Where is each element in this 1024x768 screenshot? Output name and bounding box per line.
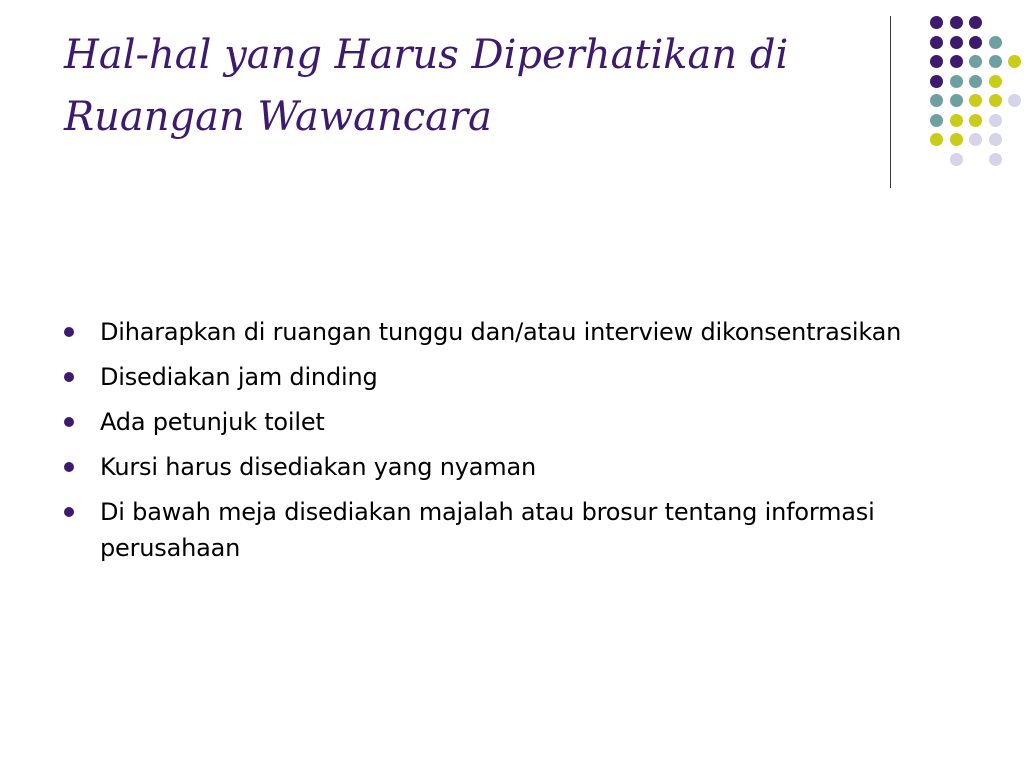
bullet-dot-icon: [64, 462, 74, 472]
decorative-dot: [969, 94, 982, 107]
slide-title: [64, 24, 864, 148]
decorative-dot: [950, 75, 963, 88]
decorative-dot: [930, 94, 943, 107]
decorative-dot: [969, 75, 982, 88]
bullet-item: [62, 494, 922, 566]
slide-title-line-2: Ruangan Wawancara: [64, 94, 492, 140]
decorative-dot: [930, 114, 943, 127]
decorative-dot: [989, 55, 1002, 68]
bullet-text: Disediakan jam dinding: [100, 363, 378, 391]
decorative-dot: [930, 36, 943, 49]
decorative-dot: [950, 114, 963, 127]
decorative-dot: [989, 75, 1002, 88]
bullet-dot-icon: [64, 417, 74, 427]
decorative-dot: [950, 94, 963, 107]
bullet-item: [62, 404, 922, 440]
decorative-dot: [950, 36, 963, 49]
bullet-dot-icon: [64, 507, 74, 517]
decorative-dot: [969, 133, 982, 146]
decorative-dot: [1008, 94, 1021, 107]
decorative-dot: [950, 133, 963, 146]
bullet-dot-icon: [64, 327, 74, 337]
decorative-dot: [989, 94, 1002, 107]
bullet-text: Diharapkan di ruangan tunggu dan/atau interview dikonsentrasikan: [100, 318, 902, 346]
decorative-dot: [930, 55, 943, 68]
decorative-dot: [950, 153, 963, 166]
decorative-dot: [989, 36, 1002, 49]
decorative-dot: [950, 55, 963, 68]
decorative-dot: [989, 153, 1002, 166]
decorative-dot: [989, 133, 1002, 146]
decorative-dot: [930, 133, 943, 146]
bullet-text: Ada petunjuk toilet: [100, 408, 325, 436]
bullet-item: [62, 359, 922, 395]
title-divider: [890, 16, 891, 188]
decorative-dot: [969, 55, 982, 68]
bullet-text: Di bawah meja disediakan majalah atau brosur tentang informasi perusahaan: [100, 498, 875, 562]
decorative-dot: [989, 114, 1002, 127]
bullet-dot-icon: [64, 372, 74, 382]
decorative-dot: [969, 114, 982, 127]
decorative-dot: [969, 16, 982, 29]
bullet-list: [62, 314, 922, 575]
decorative-dot: [950, 16, 963, 29]
decorative-dot: [1008, 55, 1021, 68]
bullet-item: [62, 449, 922, 485]
decorative-dot: [930, 75, 943, 88]
slide-title-line-1: Hal-hal yang Harus Diperhatikan di: [64, 32, 789, 78]
bullet-text: Kursi harus disediakan yang nyaman: [100, 453, 536, 481]
decorative-dot: [969, 36, 982, 49]
decorative-dot: [930, 16, 943, 29]
bullet-item: [62, 314, 922, 350]
